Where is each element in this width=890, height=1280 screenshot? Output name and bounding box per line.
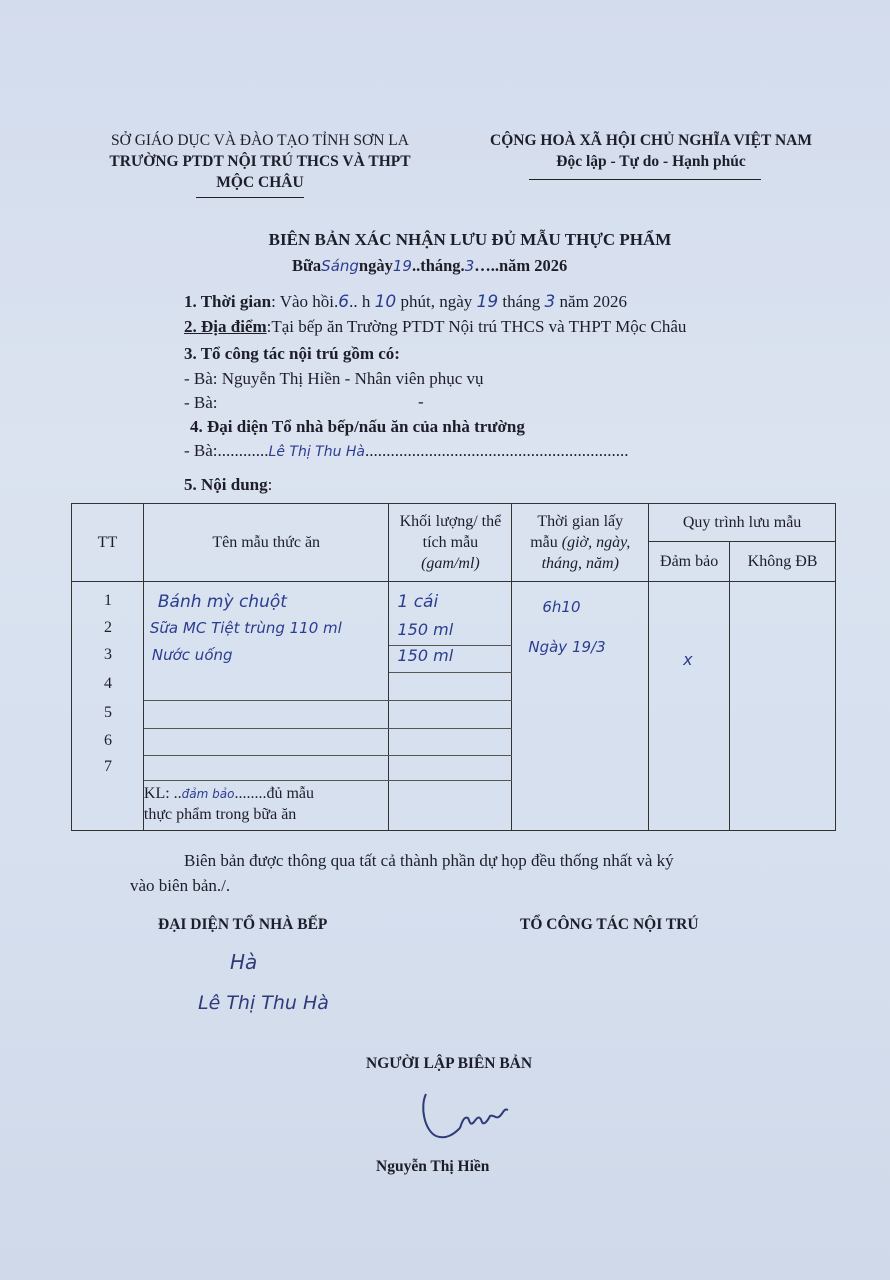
section3-label: 3. Tổ công tác nội trú gồm có: — [184, 344, 400, 363]
kl-line1 — [144, 785, 314, 803]
time-column — [512, 582, 649, 831]
col-time-header — [512, 504, 649, 582]
meal-day: 19 — [392, 257, 412, 275]
bottom-signature — [414, 1086, 514, 1146]
month-value: 3 — [544, 292, 556, 312]
section1-text-d: tháng — [498, 292, 541, 311]
left-signer-name: Lê Thị Thu Hà — [198, 992, 329, 1014]
kl-line2: thực phẩm trong bữa ăn — [143, 806, 297, 823]
food-1: Bánh mỳ chuột — [157, 592, 287, 612]
row-line-4 — [144, 780, 390, 781]
ok-column — [649, 582, 730, 831]
col-time-line3: tháng, năm) — [541, 555, 619, 572]
school-line3: MỘC CHÂU — [216, 174, 304, 191]
meal-value: Sáng — [321, 257, 359, 275]
row-line-2 — [144, 728, 390, 729]
day-value: 19 — [476, 292, 499, 312]
bottom-sign-title: NGƯỜI LẬP BIÊN BẢN — [366, 1055, 533, 1072]
dots-b: .............................................................. — [365, 441, 629, 460]
motto-line: Độc lập - Tự do - Hạnh phúc — [556, 153, 746, 170]
meal-line — [292, 256, 567, 276]
meal-month: 3 — [464, 257, 475, 275]
kitchen-rep-name: Lê Thị Thu Hà — [268, 444, 366, 460]
section2-text: :Tại bếp ăn Trường PTDT Nội trú THCS và THPT Mộc Châu — [266, 317, 687, 336]
tt-5: 5 — [104, 704, 112, 721]
w-line-2 — [389, 672, 512, 673]
col-time-line2a: mẫu — [530, 534, 558, 551]
closing-line1: Biên bản được thông qua tất cả thành phần dự họp đều thống nhất và ký — [184, 851, 674, 870]
left-signature: Hà — [230, 950, 258, 974]
ok-mark: x — [683, 650, 693, 669]
tt-6: 6 — [104, 732, 112, 749]
section5 — [184, 475, 272, 495]
row-line-3 — [144, 755, 390, 756]
col-weight-line1: Khối lượng/ thể — [399, 513, 502, 530]
member2-dash: - — [418, 392, 424, 411]
section-location — [184, 317, 686, 337]
section-time — [184, 292, 627, 312]
weight-column — [389, 582, 512, 831]
hour-value: 6 — [338, 292, 350, 312]
col-time-line2 — [512, 532, 648, 553]
tt-column — [72, 582, 144, 831]
section1-text-b: .. h — [349, 292, 371, 311]
section1-text-c: phút, ngày — [396, 292, 473, 311]
tt-7: 7 — [104, 758, 112, 775]
tt-2: 2 — [104, 619, 112, 636]
name-column — [143, 582, 389, 831]
school-line2: TRƯỜNG PTDT NỘI TRÚ THCS VÀ THPT — [109, 153, 411, 170]
section1-label: 1. Thời gian — [184, 292, 272, 311]
year-label: …..năm 2026 — [474, 256, 568, 275]
agency-name — [90, 130, 430, 193]
col-tt-header: TT — [72, 504, 144, 582]
minute-value: 10 — [374, 292, 397, 312]
agency-line1: SỞ GIÁO DỤC VÀ ĐÀO TẠO TỈNH SƠN LA — [111, 132, 409, 149]
food-2: Sữa MC Tiệt trùng 110 ml — [149, 619, 342, 637]
member1: - Bà: Nguyễn Thị Hiền - Nhân viên phục vụ — [184, 369, 484, 388]
kl-prefix: KL: .. — [143, 785, 182, 802]
w-line-6 — [389, 780, 512, 781]
day-label: ngày — [358, 256, 393, 275]
w-line-1 — [389, 645, 512, 646]
bottom-signer-name: Nguyễn Thị Hiền — [376, 1158, 490, 1175]
country-name: CỘNG HOÀ XÃ HỘI CHỦ NGHĨA VIỆT NAM — [490, 132, 812, 149]
col-weight-line3: (gam/ml) — [421, 555, 480, 572]
weight-3: 150 ml — [397, 646, 454, 665]
tt-1: 1 — [104, 592, 112, 609]
tt-4: 4 — [104, 675, 112, 692]
time-hand-1: 6h10 — [542, 598, 581, 616]
food-3: Nước uống — [151, 646, 233, 664]
kitchen-rep — [184, 441, 629, 461]
month-label: ..tháng. — [411, 256, 465, 275]
section2-label: 2. Địa điểm — [184, 317, 267, 336]
w-line-3 — [389, 700, 512, 701]
col-weight-header — [389, 504, 512, 582]
document-title: BIÊN BẢN XÁC NHẬN LƯU ĐỦ MẪU THỰC PHẨM — [268, 230, 672, 249]
header-left-underline — [196, 197, 304, 198]
section4-label: 4. Đại diện Tổ nhà bếp/nấu ăn của nhà trường — [190, 417, 525, 436]
col-process-header: Quy trình lưu mẫu — [649, 504, 836, 542]
header-right-underline — [529, 179, 761, 180]
kl-suffix: ........đủ mẫu — [234, 785, 315, 802]
section1-text-a: : Vào hồi. — [271, 292, 339, 311]
col-notok-header: Không ĐB — [730, 542, 836, 582]
col-ok-header: Đảm bảo — [649, 542, 730, 582]
w-line-5 — [389, 755, 512, 756]
kitchen-rep-prefix: - Bà: — [184, 441, 218, 460]
tt-3: 3 — [104, 646, 112, 663]
section1-text-e: năm 2026 — [555, 292, 628, 311]
national-motto — [470, 130, 832, 172]
weight-2: 150 ml — [397, 620, 454, 639]
time-hand-2: Ngày 19/3 — [528, 638, 606, 656]
section5-label: 5. Nội dung — [184, 475, 268, 494]
closing-line2: vào biên bản./. — [130, 876, 231, 895]
col-time-line1: Thời gian lấy — [537, 513, 624, 530]
section5-colon: : — [267, 475, 273, 494]
sample-table — [71, 503, 836, 831]
member2: - Bà: — [184, 393, 218, 412]
dots-a: ............ — [217, 441, 269, 460]
w-line-4 — [389, 728, 512, 729]
kl-value: đảm bảo — [181, 787, 235, 801]
right-sign-title: TỔ CÔNG TÁC NỘI TRÚ — [520, 916, 699, 933]
weight-1: 1 cái — [397, 592, 439, 612]
left-sign-title: ĐẠI DIỆN TỔ NHÀ BẾP — [158, 916, 328, 933]
col-weight-line2: tích mẫu — [422, 534, 479, 551]
notok-column — [730, 582, 836, 831]
col-name-header: Tên mẫu thức ăn — [143, 504, 389, 582]
col-time-line2b: (giờ, ngày, — [561, 534, 631, 551]
meal-prefix: Bữa — [292, 256, 322, 275]
row-line-1 — [144, 700, 390, 701]
